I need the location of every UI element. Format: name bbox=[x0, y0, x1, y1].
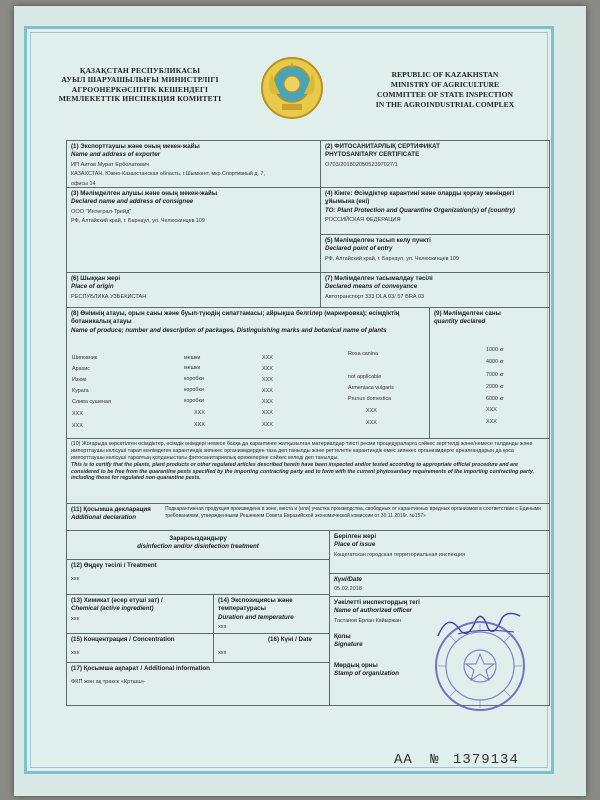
box-certification-statement: (10) Жоғарыда көрсетілген өсімдіктер, өсімдік өнімдері немесе басқа да карантинге жатқызылған материалдар тиісті ресми процедураларға сәйкес зерттелді және/немесе талданды және импорттаушы келісуші тарап мәлімдеген карантиндік зиянкес организмдерден таза деп танылды және реттелетін карантиндік емес зиянкес организмдерге арналғандарын да қоса импорттаушы келісуші тараптың қолданыстағы фитосанитариялық өрежелеріне сәйкес келеді деп танылды. This is to certify that the plants, plant products or other regulated articles described herein have been inspected and/or tested according to appropriate official procedure and are considered to be free from the quarantine pests specified by the importing contracting party and to form with the current phytosanitary requirements of the importing contracting party, including those for regulated non-quarantine pests. bbox=[66, 438, 550, 504]
box-date-of-issue: Күні/Date 05.02.2018 bbox=[329, 573, 550, 597]
kazakhstan-emblem-icon bbox=[258, 54, 326, 122]
box-duration-temperature: (14) Экспозициясы және температурасы Duration and temperature xxx bbox=[213, 594, 330, 634]
box-point-of-entry: (5) Мәлімделген тасып келу пункті Declared point of entry РФ, Алтайский край, г. Барнаул, ул. Челюскинцев 109 bbox=[320, 234, 550, 273]
box-place-of-origin: (6) Шыққан жері Place of origin РЕСПУБЛИКА УЗБЕКИСТАН bbox=[66, 272, 321, 308]
box-treatment-header: Зарарсыздандыру disinfection and/or disinfection treatment bbox=[66, 530, 330, 560]
official-stamp-icon bbox=[432, 618, 528, 714]
certificate-form: (1) Экспорттаушы жәнe оның мекен-жайы Name and address of exporter ИП Аитов Мурат Ерболатович КАЗАХСТАН, Южно-Казахстанская область, г.Шымкент, мкр.Спортивный д. 7, офисы 14 (2) ФИТОСАНИТАРЛЫҚ СЕРТИФИКАТ PHYTOSANITARY CERTIFICATE O703/20180205052397027/1 (3) Мәлімделген алушы және оның мекен-жайы Declared name and address of consignee ООО "Интеграл-Трейд" РФ, Алтайский край, г. Барнаул, ул. Челюскинцев 109 (4) Кімге: Өсімдіктер карантині және оларды қорғау жөніндегі ұйымына (ені) TO: Plant Protection and Quarantine Organization(s) of (country) РОССИЙСКАЯ ФЕДЕРАЦИЯ (5) Мәлімделген тасып келу пункті Declared point of entry РФ, Алтайский край, г. Барнаул, ул. Челюскинцев 109 (6) Шыққан жері Place of origin РЕСПУБЛИКА УЗБЕКИСТАН (7) Мәлімделген тасымалдау тәсілі Declared means of conveyance Автотранспорт 333 DLA 03/ 57 BRA 03 (8) Өнімнің атауы, орын саны және буып-түюдің сипаттамасы; айрықша белгілер (маркировка); өсімдіктің ботаникалық атауы Name of produce; number and description of packages, Distinguishing marks and botanical name of plants (9) Мәлімделген саны quantity declared Шиповник мешки XXX Rosa canina 1000 кг Арахис мешки XXX 4000 кг Изюм коробки XXX not applicable 7000 кг Курага коробки XXX Armeniaca vulgaris 2000 кг Слива сушеная коробки XXX Prunus domestica 6000 кг XXX XXX XXX XXX XXX XXX XXX XXX XXX XXX (10) Жоғарыда көрсетілген өсімдіктер, өсімдік өнімдері немесе басқа да карантинге жатқызылған материалдар тиісті ресми процедураларға сәйкес зерттелді және/немесе талданды және импорттаушы келісуші тарап мәлімдеген карантиндік зиянкес организмдерден таза деп танылды және реттелетін карантиндік емес зиянкес организмдерге арналғандарын да қоса импорттаушы келісуші тараптың қолданыстағы фитосанитариялық өрежелеріне сәйкес келеді деп танылды. This is to certify that the plants, plant products or other regulated articles described herein have been inspected and/or tested according to appropriate official procedure and are considered to be free from the quarantine pests specified by the importing contracting party and to form with the current phytosanitary requirements of the importing contracting party, including those for regulated non-quarantine pests. (11) Қосымша декларация Additional declaration Подкарантинная продукция произведена в зоне, места и (или) участка производства, свободных от карантинных вредных организмов в соответствии с Едиными требованиями, утвержденными Решением Совета Евразийской экономической комиссии от 30.11.2016г. №157» Зарарсыздандыру disinfection and/or disinfection treatment (12) Өңдеу тәсілі / Treatment xxx (13) Химикат (әсер етуші зат) / Chemical (active ingredient) xxx (14) Экспозициясы және температурасы Duration and temperature xxx (15) Концентрация / Concentration xxx (16) Күні / Date xxx (17) Қосымша ақпарат / Additional information ФКП жән ақ тракск «Кртшш» Берілген жері Place of issue Кощегатскан городская территориальная инспекция Күні/Date 05.02.2018 Уәкілетті инспектордың тегі Name of authorized officer Тастанов Ерлан Кайыржан Қолы Signature Мөрдың орны Stamp of organization bbox=[66, 140, 556, 720]
box-quantity-declared: (9) Мәлімделген саны quantity declared bbox=[429, 307, 550, 439]
box-means-of-conveyance: (7) Мәлімделген тасымалдау тәсілі Declared means of conveyance Автотранспорт 333 DLA 03/ 57 BRA 03 bbox=[320, 272, 550, 308]
box-authorized-officer: Уәкілетті инспектордың тегі Name of authorized officer Тастанов Ерлан Кайыржан Қолы Signature Мөрдың орны Stamp of organization bbox=[329, 596, 550, 706]
box-destination-organization: (4) Кімге: Өсімдіктер карантині және оларды қорғау жөніндегі ұйымына (ені) TO: Plant Protection and Quarantine Organization(s) of (country) РОССИЙСКАЯ ФЕДЕРАЦИЯ bbox=[320, 187, 550, 235]
box-consignee: (3) Мәлімделген алушы және оның мекен-жайы Declared name and address of consignee ООО "Интеграл-Трейд" РФ, Алтайский край, г. Барнаул, ул. Челюскинцев 109 bbox=[66, 187, 321, 273]
box-additional-declaration: (11) Қосымша декларация Additional declaration Подкарантинная продукция произведена в зоне, места и (или) участка производства, свободных от карантинных вредных организмов в соответствии с Едиными требованиями, утвержденными Решением Совета Евразийской экономической комиссии от 30.11.2016г. №157» bbox=[66, 503, 550, 531]
box-concentration: (15) Концентрация / Concentration xxx bbox=[66, 633, 214, 663]
header-left-kz: ҚАЗАҚСТАН РЕСПУБЛИКАСЫ АУЫЛ ШАРУАШЫЛЫҒЫ МИНИСТРЛІГІ АГРООНЕРКӘСІПТІК КЕШЕНДЕГІ МЕМЛЕКЕТТІК ИНСПЕКЦИЯ КОМИТЕТІ bbox=[58, 66, 222, 104]
box-date: (16) Күні / Date xxx bbox=[213, 633, 330, 663]
box-treatment: (12) Өңдеу тәсілі / Treatment xxx bbox=[66, 559, 330, 595]
box-produce-description: (8) Өнімнің атауы, орын саны және буып-түюдің сипаттамасы; айрықша белгілер (маркировка); өсімдіктің ботаникалық атауы Name of produce; number and description of packages, Distinguishing marks and botanical name of plants bbox=[66, 307, 430, 439]
box-exporter: (1) Экспорттаушы жәнe оның мекен-жайы Name and address of exporter ИП Аитов Мурат Ерболатович КАЗАХСТАН, Южно-Казахстанская область, г.Шымкент, мкр.Спортивный д. 7, офисы 14 bbox=[66, 140, 321, 188]
box-chemical: (13) Химикат (әсер етуші зат) / Chemical (active ingredient) xxx bbox=[66, 594, 214, 634]
box-additional-information: (17) Қосымша ақпарат / Additional information ФКП жән ақ тракск «Кртшш» bbox=[66, 662, 330, 706]
header-right-en: REPUBLIC OF KAZAKHSTAN MINISTRY OF AGRICULTURE COMMITTEE OF STATE INSPECTION IN THE AGROINDUSTRIAL COMPLEX bbox=[375, 70, 515, 109]
certificate-serial-number: АА № 1379134 bbox=[394, 752, 519, 768]
box-place-of-issue: Берілген жері Place of issue Кощегатскан городская территориальная инспекция bbox=[329, 530, 550, 574]
box-certificate-title: (2) ФИТОСАНИТАРЛЫҚ СЕРТИФИКАТ PHYTOSANITARY CERTIFICATE O703/20180205052397027/1 bbox=[320, 140, 550, 188]
